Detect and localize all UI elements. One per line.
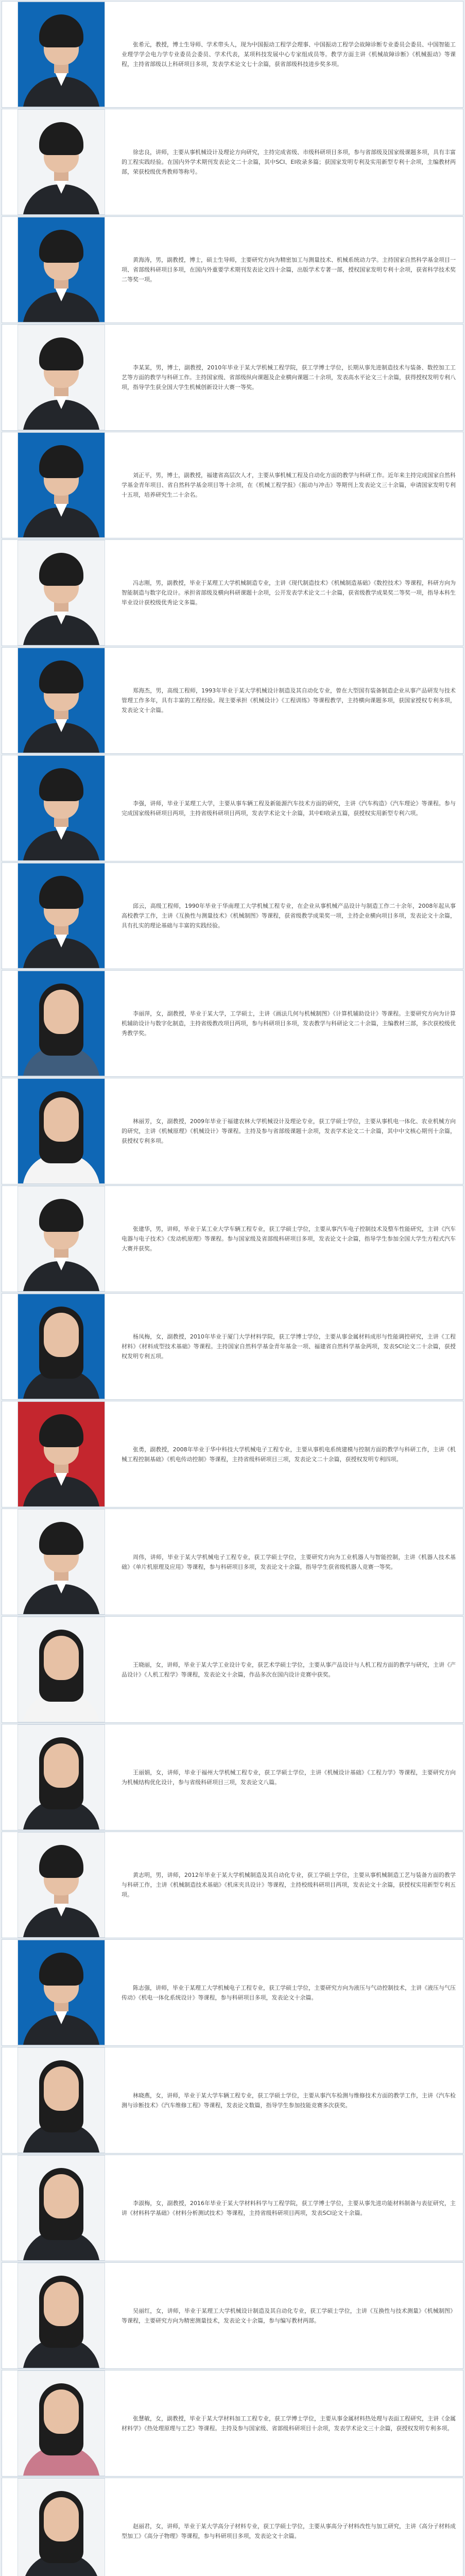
portrait-photo [18,2047,105,2153]
faculty-roster [2,1,463,2576]
profile-card [2,1939,463,2046]
profile-card [2,1,463,108]
portrait-frame [2,1186,120,1292]
portrait-frame [2,540,120,646]
portrait-photo [18,1617,105,1722]
profile-bio: 吴丽红，女，讲师，毕业于某理工大学机械设计制造及其自动化专业，获工学硕士学位，主讲《互换性与技术测量》《机械制图》等课程，主要研究方向为精密测量技术，发表论文十余篇，参与编写教材两部。 [122,2307,456,2324]
portrait-frame [2,2047,120,2153]
profile-card [2,1293,463,1400]
portrait-photo [18,540,105,646]
portrait-frame [2,971,120,1076]
profile-card [2,862,463,969]
profile-bio: 王晓丽，女，讲师，毕业于某大学工业设计专业，获艺术学硕士学位，主要从事产品设计与人机工程方面的教学与研究，主讲《产品设计》《人机工程学》等课程，发表论文十余篇，作品多次在国内设计竞赛中获奖。 [122,1661,456,1678]
portrait-photo [18,1294,105,1399]
profile-bio: 李某某，男，博士，副教授，2010年毕业于某大学机械工程学院，获工学博士学位，长期从事先进制造技术与装备、数控加工工艺等方面的教学与科研工作。主持国家级、省部级纵向课题及企业横向课题二十余项，发表高水平论文三十余篇，获得授权发明专利八项，指导学生获全国大学生机械创新设计大赛一等奖。 [122,364,456,391]
portrait-photo [18,2,105,107]
portrait-frame [2,2155,120,2261]
portrait-frame [2,1724,120,1830]
portrait-photo [18,971,105,1076]
profile-bio: 刘正平，男，博士，副教授，福建省高层次人才，主要从事机械工程及自动化方面的教学与科研工作。近年来主持完成国家自然科学基金青年项目、省自然科学基金项目等十余项，在《机械工程学报》《振动与冲击》等期刊上发表论文三十余篇，申请国家发明专利十五项，培养研究生二十余名。 [122,472,456,498]
portrait-frame [2,863,120,969]
profile-card [2,2155,463,2261]
portrait-frame [2,2263,120,2368]
portrait-frame [2,325,120,430]
portrait-photo [18,1724,105,1830]
profile-bio: 黄海涛，男，副教授，博士，硕士生导师，主要研究方向为精密加工与测量技术、机械系统动力学。主持国家自然科学基金项目一项、省部级科研项目多项，在国内外重要学术期刊发表论文四十余篇，出版学术专著一部，授权国家发明专利十余项，获省科学技术奖二等奖一项。 [122,257,456,283]
profile-bio: 王丽娟，女，讲师，毕业于福州大学机械工程专业，获工学硕士学位，主讲《机械设计基础》《工程力学》等课程，主要研究方向为机械结构优化设计，参与省级科研项目三项，发表论文八篇。 [122,1769,456,1786]
portrait-frame [2,1401,120,1507]
profile-bio: 赵丽君，女，讲师，毕业于某大学高分子材料专业，获工学硕士学位，主要从事高分子材料改性与加工研究，主讲《高分子材料成型加工》《高分子物理》等课程，参与科研项目多项，发表论文十余篇。 [122,2522,456,2539]
profile-bio: 林丽芳，女，副教授，2009年毕业于福建农林大学机械设计及理论专业，获工学硕士学位，主要从事机电一体化、农业机械方向的研究，主讲《机械原理》《机械设计》等课程。主持及参与省部级课题十余项，发表学术论文二十余篇，其中中文核心期刊十余篇，获授权专利多项。 [122,1118,456,1144]
portrait-photo [18,1186,105,1292]
portrait-photo [18,755,105,861]
profile-card [2,1401,463,1507]
portrait-frame [2,1832,120,1938]
portrait-frame [2,2370,120,2476]
portrait-photo [18,1509,105,1615]
profile-bio: 徐忠良，讲师，主要从事机械设计及理论方向研究，主持完成省级、市级科研项目多项，参与省部级及国家级课题多项，具有丰富的工程实践经验。在国内外学术期刊发表论文二十余篇，其中SCI、EI收录多篇；获国家发明专利及实用新型专利十余项，主编教材两部，荣获校级优秀教师等称号。 [122,149,456,175]
profile-card [2,2370,463,2477]
profile-bio: 杨凤梅，女，副教授，2010年毕业于厦门大学材料学院，获工学博士学位，主要从事金属材料成形与性能调控研究，主讲《工程材料》《材料成型技术基础》等课程。主持国家自然科学基金青年基金一项、福建省自然科学基金两项，发表SCI论文二十余篇，获授权发明专利五项。 [122,1333,456,1360]
profile-card [2,539,463,646]
profile-card [2,970,463,1077]
profile-bio: 黄志明，男，讲师，2012年毕业于某大学机械制造及其自动化专业，获工学硕士学位，主要从事机械制造工艺与装备方面的教学与科研工作，主讲《机械制造技术基础》《机床夹具设计》等课程，主持校级科研项目两项，发表论文十余篇，获授权实用新型专利五项。 [122,1872,456,1898]
portrait-frame [2,648,120,753]
profile-card [2,432,463,538]
profile-card [2,755,463,861]
profile-card [2,1724,463,1831]
profile-card [2,324,463,431]
portrait-photo [18,1832,105,1938]
profile-bio: 陈志强，讲师，毕业于某理工大学机械电子工程专业，获工学硕士学位，主要研究方向为液压与气动控制技术，主讲《液压与气压传动》《机电一体化系统设计》等课程，参与科研项目多项，发表论文十余篇。 [122,1984,456,2001]
profile-card [2,1185,463,1292]
profile-bio: 李丽萍，女，副教授，毕业于某大学，工学硕士，主讲《画法几何与机械制图》《计算机辅助设计》等课程。主要研究方向为计算机辅助设计与数字化制造，主持省级教改项目两项，参与科研项目多项，发表教学与科研论文二十余篇，主编教材三部，多次获校级优秀教学奖。 [122,1010,456,1037]
portrait-photo [18,2478,105,2576]
profile-card [2,1832,463,1938]
portrait-photo [18,863,105,969]
portrait-photo [18,1401,105,1507]
profile-card [2,216,463,323]
portrait-photo [18,325,105,430]
profile-card [2,2047,463,2154]
portrait-frame [2,217,120,323]
portrait-photo [18,1940,105,2045]
profile-bio: 周伟，讲师，毕业于某大学机械电子工程专业，获工学硕士学位，主要研究方向为工业机器人与智能控制，主讲《机器人技术基础》《单片机原理及应用》等课程，参与科研项目多项，发表论文十余篇，指导学生获省级机器人竞赛一等奖。 [122,1553,456,1570]
profile-bio: 张慧敏，女，副教授，毕业于某大学材料加工工程专业，获工学博士学位，主要从事金属材料热处理与表面工程研究，主讲《金属材料学》《热处理原理与工艺》等课程。主持及参与国家级、省部级科研项目十余项，发表学术论文三十余篇，获授权发明专利多项。 [122,2415,456,2432]
profile-bio: 张勇，副教授，2008年毕业于华中科技大学机械电子工程专业，主要从事机电系统建模与控制方面的教学与科研工作，主讲《机械工程控制基础》《机电传动控制》等课程，主持省级科研项目三项，发表论文二十余篇，获授权发明专利四项。 [122,1446,456,1463]
portrait-photo [18,648,105,753]
profile-card [2,2478,463,2576]
portrait-photo [18,432,105,538]
profile-card [2,109,463,215]
portrait-photo [18,2155,105,2261]
portrait-frame [2,1940,120,2045]
profile-bio: 张希元，教授，博士生导师、学术带头人，现为中国振动工程学会理事、中国振动工程学会故障诊断专业委员会委员、中国智能工业理学学会电力学专业委员会委员、学术代表，某项科技发展中心专家组成员等。教学方面主讲《机械故障诊断》《机械振动》等课程，主持省部级以上科研项目多项，发表学术论文七十余篇，获省部级科技进步奖多项。 [122,41,456,67]
portrait-photo [18,217,105,323]
portrait-frame [2,432,120,538]
profile-bio: 张建华，男，讲师，毕业于某工业大学车辆工程专业，获工学硕士学位，主要从事汽车电子控制技术及整车性能研究，主讲《汽车电器与电子技术》《发动机原理》等课程。参与国家级及省部级科研项目多项，发表论文十余篇，指导学生参加全国大学生方程式汽车大赛并获奖。 [122,1226,456,1252]
portrait-frame [2,2,120,107]
portrait-frame [2,1509,120,1615]
profile-bio: 李强，讲师，毕业于某理工大学，主要从事车辆工程及新能源汽车技术方面的研究，主讲《汽车构造》《汽车理论》等课程。参与完成国家级科研项目两项，主持省级科研项目两项，发表学术论文十余篇，其中EI收录五篇，获授权实用新型专利六项。 [122,800,456,817]
portrait-frame [2,109,120,215]
profile-bio: 林晓燕，女，讲师，毕业于某大学车辆工程专业，获工学硕士学位，主要从事汽车检测与维修技术方面的教学工作，主讲《汽车检测与诊断技术》《汽车维修工程》等课程，发表论文数篇，指导学生参加技能竞赛多次获奖。 [122,2092,456,2109]
portrait-photo [18,1078,105,1184]
portrait-frame [2,1617,120,1722]
profile-card [2,1078,463,1184]
portrait-frame [2,1078,120,1184]
portrait-photo [18,2263,105,2368]
profile-bio: 邱云，高级工程师，1990年毕业于华南理工大学机械工程专业，在企业从事机械产品设计与制造工作二十余年，2008年起从事高校教学工作，主讲《互换性与测量技术》《机械制图》等课程，获省级教学成果奖一项，主持企业横向项目多项，发表论文十余篇，具有扎实的理论基础与丰富的实践经验。 [122,903,456,929]
profile-bio: 郑海杰，男，高级工程师，1993年毕业于某大学机械设计制造及其自动化专业，曾在大型国有装备制造企业从事产品研发与技术管理工作多年，具有丰富的工程经验。现主要承担《机械设计》《工程训练》等课程教学，主持横向课题多项，获国家授权专利多项，发表论文十余篇。 [122,687,456,714]
profile-bio: 冯志刚，男，副教授，毕业于某理工大学机械制造专业，主讲《现代制造技术》《机械制造基础》《数控技术》等课程，科研方向为智能制造与数字化设计。承担省部级及横向科研课题十余项，公开发表学术论文二十余篇，获省级教学成果奖二等奖一项，指导本科生毕业设计获校级优秀论文多篇。 [122,580,456,606]
portrait-frame [2,1294,120,1399]
portrait-photo [18,109,105,215]
profile-card [2,647,463,754]
profile-card [2,2262,463,2369]
profile-bio: 李淑梅，女，副教授，2016年毕业于某大学材料科学与工程学院，获工学博士学位，主要从事先进功能材料制备与表征研究，主讲《材料科学基础》《材料分析测试技术》等课程，主持省级科研项目两项，发表SCI论文十余篇。 [122,2199,456,2216]
profile-card [2,1616,463,1723]
portrait-photo [18,2370,105,2476]
portrait-frame [2,2478,120,2576]
portrait-frame [2,755,120,861]
profile-card [2,1509,463,1615]
